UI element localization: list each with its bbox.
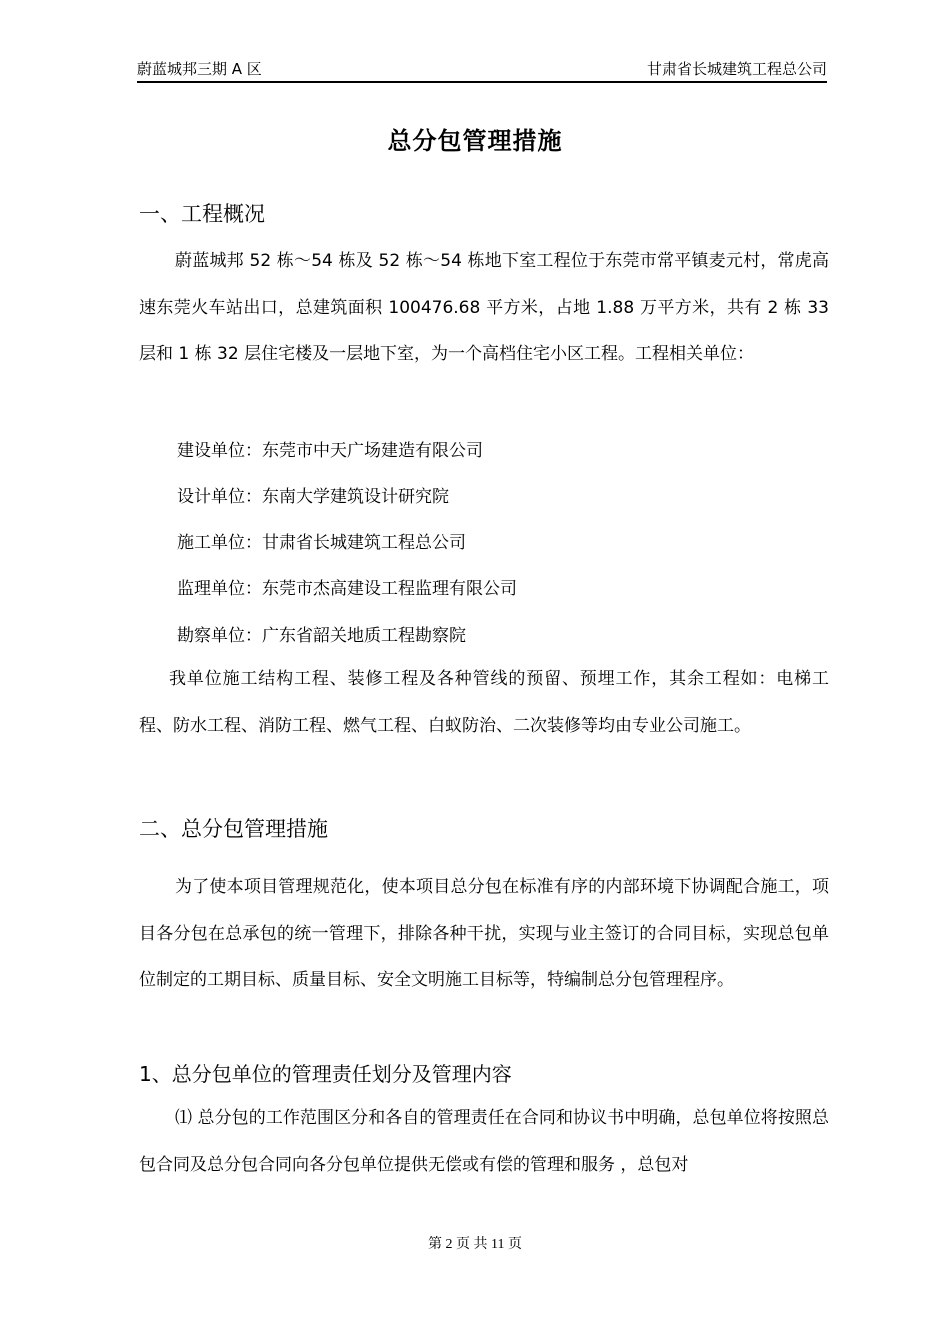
page-number-footer: 第 2 页 共 11 页: [428, 1237, 522, 1252]
subsection-1-paragraph: ⑴ 总分包的工作范围区分和各自的管理责任在合同和协议书中明确，总包单位将按照总包合同及总分包合同向各分包单位提供无偿或有偿的管理和服务 ，总包对: [139, 1108, 829, 1175]
section-1-heading: 一、工程概况: [139, 202, 265, 226]
section-1-intro-paragraph: 蔚蓝城邦 52 栋～54 栋及 52 栋～54 栋地下室工程位于东莞市常平镇麦元村，常虎高速东莞火车站出口，总建筑面积 100476.68 平方米，占地 1.88 万平方米，共有 2 栋 33 层和 1 栋 32 层住宅楼及一层地下室，为一个高档住宅小区工程。工程相关单位：: [139, 251, 829, 364]
header-company-name: 甘肃省长城建筑工程总公司: [646, 60, 827, 78]
party-supervision-unit: 监理单位：东莞市杰高建设工程监理有限公司: [177, 579, 517, 599]
page-header: [137, 58, 827, 82]
party-construction-unit: 建设单位：东莞市中天广场建造有限公司: [177, 441, 483, 461]
party-design-unit: 设计单位：东南大学建筑设计研究院: [177, 487, 449, 507]
header-divider: [137, 81, 827, 83]
header-project-name: 蔚蓝城邦三期 A 区: [137, 60, 262, 78]
section-2-intro-paragraph: 为了使本项目管理规范化，使本项目总分包在标准有序的内部环境下协调配合施工，项目各分包在总承包的统一管理下，排除各种干扰，实现与业主签订的合同目标，实现总包单位制定的工期目标、质量目标、安全文明施工目标等，特编制总分包管理程序。: [139, 877, 829, 990]
section-1-scope-paragraph: 我单位施工结构工程、装修工程及各种管线的预留、预埋工作，其余工程如：电梯工程、防水工程、消防工程、燃气工程、白蚁防治、二次装修等均由专业公司施工。: [139, 669, 829, 736]
subsection-1-heading: 1、总分包单位的管理责任划分及管理内容: [139, 1062, 512, 1086]
party-survey-unit: 勘察单位：广东省韶关地质工程勘察院: [177, 626, 466, 646]
section-2-heading: 二、总分包管理措施: [139, 817, 328, 841]
party-contractor-unit: 施工单位：甘肃省长城建筑工程总公司: [177, 533, 466, 553]
document-title: 总分包管理措施: [387, 127, 563, 155]
